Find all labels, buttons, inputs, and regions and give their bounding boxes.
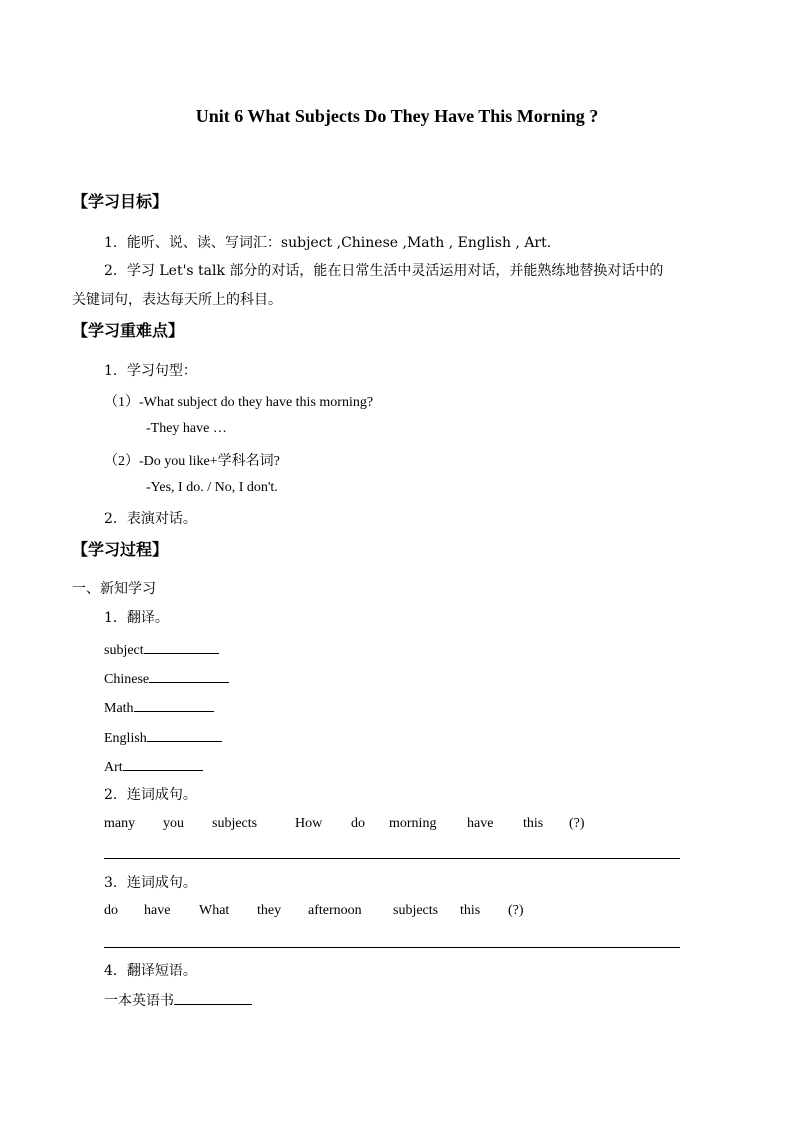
scrambled-word: do: [104, 903, 118, 918]
translate-item: [104, 639, 219, 659]
scrambled-word: What: [199, 903, 230, 918]
section-heading-process: 【学习过程】: [72, 540, 169, 559]
scrambled-word: subjects: [212, 816, 258, 831]
key-point-item-2: 2．表演对话。: [104, 511, 197, 527]
translate-item: [104, 668, 229, 688]
question-4-label: 4．翻译短语。: [104, 963, 197, 979]
translate-item: [104, 990, 252, 1010]
translate-word: Art: [104, 760, 123, 775]
answer-line[interactable]: [104, 858, 680, 859]
sentence-2-question: （2）-Do you like+学科名词?: [104, 454, 280, 469]
scrambled-word: have: [144, 903, 171, 918]
sentence-1-question: （1）-What subject do they have this morning?: [104, 395, 374, 410]
scrambled-word: subjects: [393, 903, 439, 918]
translate-word: Chinese: [104, 672, 150, 687]
scrambled-word: this: [523, 816, 544, 831]
translate-word: subject: [104, 643, 144, 658]
scrambled-word: have: [467, 816, 494, 831]
scrambled-word: afternoon: [308, 903, 362, 918]
answer-blank[interactable]: [174, 990, 252, 1005]
answer-blank[interactable]: [134, 697, 214, 712]
answer-line[interactable]: [104, 947, 680, 948]
part-1-heading: 一、新知学习: [72, 581, 156, 597]
objective-item-1: 1．能听、说、读、写词汇：subject ,Chinese ,Math , English , Art.: [104, 235, 552, 251]
answer-blank[interactable]: [123, 756, 203, 771]
answer-blank[interactable]: [149, 668, 229, 683]
translate-item: [104, 697, 214, 717]
question-3-label: 3．连词成句。: [104, 875, 197, 891]
answer-blank[interactable]: [144, 639, 219, 654]
key-point-item-1: 1．学习句型：: [104, 363, 197, 379]
scrambled-word: many: [104, 816, 136, 831]
scrambled-word: (?): [508, 903, 524, 918]
objective-item-2-line-2: 关键词句，表达每天所上的科目。: [72, 292, 282, 308]
scrambled-word: you: [163, 816, 184, 831]
translate-word: English: [104, 731, 147, 746]
page-title: Unit 6 What Subjects Do They Have This Morning ?: [195, 106, 599, 126]
answer-blank[interactable]: [147, 727, 222, 742]
sentence-2-answer: -Yes, I do. / No, I don't.: [146, 480, 278, 495]
scrambled-word: (?): [569, 816, 585, 831]
section-heading-objectives: 【学习目标】: [72, 192, 169, 211]
scrambled-word: this: [460, 903, 481, 918]
sentence-1-answer: -They have …: [146, 421, 227, 436]
question-2-label: 2．连词成句。: [104, 787, 197, 803]
section-heading-key-points: 【学习重难点】: [72, 321, 185, 340]
scrambled-word: morning: [389, 816, 437, 831]
objective-item-2-line-1: 2．学习 Let's talk 部分的对话，能在日常生活中灵活运用对话，并能熟练地替换对话中的: [104, 263, 664, 279]
phrase-text: 一本英语书: [104, 993, 174, 1009]
scrambled-word: How: [295, 816, 323, 831]
translate-item: [104, 756, 203, 776]
translate-item: [104, 727, 222, 747]
translate-word: Math: [104, 701, 134, 716]
question-1-label: 1．翻译。: [104, 610, 169, 626]
scrambled-word: do: [351, 816, 365, 831]
scrambled-word: they: [257, 903, 282, 918]
